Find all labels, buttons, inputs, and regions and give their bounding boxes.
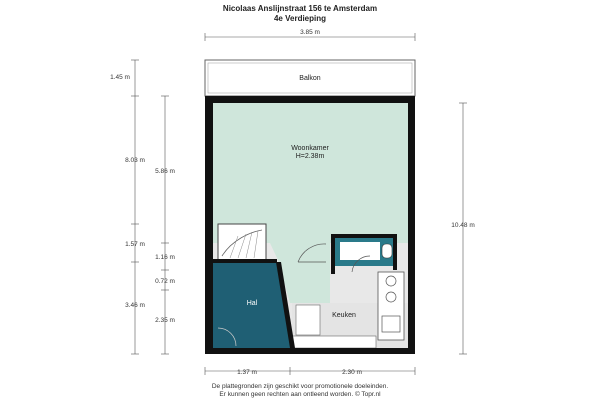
wall-left	[205, 96, 213, 354]
wall-bottom	[205, 348, 415, 354]
dim-left-5: 1.16 m	[155, 254, 175, 261]
dim-left-8: 2.35 m	[155, 317, 175, 324]
bathroom-inner	[340, 242, 380, 260]
stairs	[218, 224, 266, 260]
entry-step	[292, 336, 376, 348]
wall-right	[408, 96, 415, 354]
dim-bottom-left: 1.37 m	[237, 369, 257, 376]
wall-bath-right	[393, 234, 397, 270]
disclaimer-line-1: De plattegronden zijn geschikt voor promotionele doeleinden.	[211, 383, 389, 390]
living-room-label: Woonkamer	[291, 145, 329, 152]
wall-bath	[331, 234, 397, 238]
toilet	[382, 244, 392, 258]
wall-top	[205, 96, 415, 103]
dim-left-1: 1.45 m	[110, 74, 130, 81]
dim-top-width: 3.85 m	[300, 29, 320, 36]
balcony-label: Balkon	[299, 75, 321, 82]
meter-cupboard	[296, 305, 320, 335]
dim-left-4: 1.57 m	[125, 241, 145, 248]
wall-stair	[213, 259, 277, 263]
wall-bath-side	[331, 234, 335, 274]
dim-right-total: 10.48 m	[451, 222, 475, 229]
address-title: Nicolaas Anslijnstraat 156 te Amsterdam	[222, 4, 378, 13]
dim-bottom-right: 2.30 m	[342, 369, 362, 376]
disclaimer-line-2: Er kunnen geen rechten aan ontleend worden. © Topr.nl	[219, 391, 381, 398]
living-room	[213, 103, 408, 243]
floor-title: 4e Verdieping	[273, 14, 327, 23]
hallway-label: Hal	[246, 300, 258, 307]
dim-left-3: 5.86 m	[155, 168, 175, 175]
dim-left-2: 8.03 m	[125, 157, 145, 164]
kitchen-label: Keuken	[332, 312, 356, 319]
dim-left-7: 3.46 m	[125, 302, 145, 309]
living-room-height: H=2.38m	[295, 153, 325, 160]
dim-left-6: 0.72 m	[155, 278, 175, 285]
